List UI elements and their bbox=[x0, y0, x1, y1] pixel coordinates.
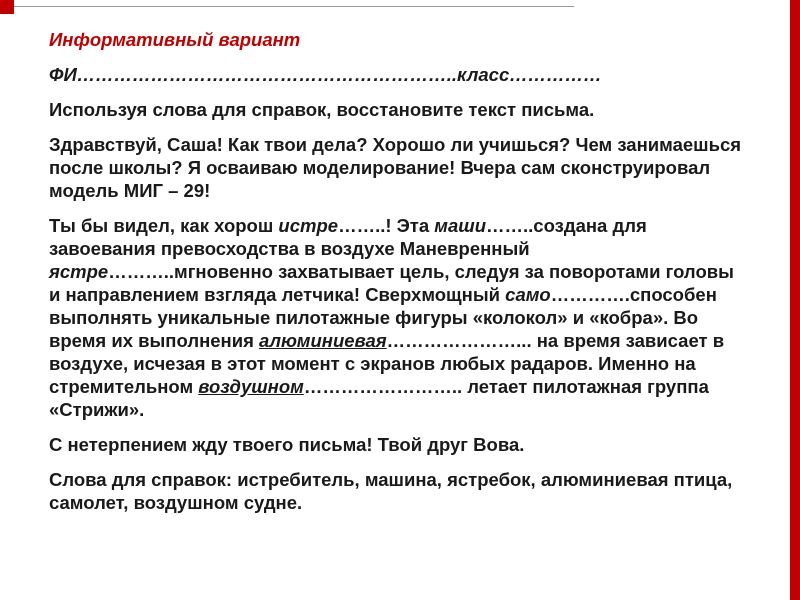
gap-word-1: истре bbox=[278, 215, 339, 236]
body-text: ……..создана для завоевания превосходства в воздухе Маневренный bbox=[49, 215, 647, 259]
gap-word-2: маши bbox=[434, 215, 487, 236]
top-rule bbox=[14, 6, 574, 7]
gap-word-4: само bbox=[505, 284, 551, 305]
body-text: …………………….. летает пилотажная группа «Стрижи». bbox=[49, 376, 709, 420]
body-text: Ты бы видел, как хорош bbox=[49, 215, 279, 236]
body-text: …………………... на время зависает в воздухе, исчезая в этот момент с экранов любых радаров. Именно на стремительном bbox=[49, 330, 725, 397]
name-class-line: ФИ……………………………………………………..класс…………… bbox=[49, 64, 602, 85]
corner-accent bbox=[0, 0, 14, 14]
body-text: ……..! Эта bbox=[338, 215, 435, 236]
reference-words: Слова для справок: истребитель, машина, ястребок, алюминиевая птица, самолет, воздушном судне. bbox=[49, 469, 733, 513]
letter-body bbox=[49, 214, 749, 421]
gap-word-3: ястре bbox=[49, 261, 109, 282]
gap-word-5: алюминиевая bbox=[259, 330, 387, 351]
body-text: ………….способен выполнять уникальные пилотажные фигуры «колокол» и «кобра». Во время их выполнения bbox=[49, 284, 717, 351]
right-accent-bar bbox=[790, 0, 800, 600]
gap-word-6: воздушном bbox=[198, 376, 304, 397]
slide-title: Информативный вариант bbox=[49, 29, 301, 50]
slide-content bbox=[49, 28, 749, 526]
body-text: ………..мгновенно захватывает цель, следуя за поворотами головы и направлением взгляда летчика! Сверхмощный bbox=[49, 261, 734, 305]
letter-greeting: Здравствуй, Саша! Как твои дела? Хорошо ли учишься? Чем занимаешься после школы? Я осваиваю моделирование! Вчера сам сконструировал модель МИГ – 29! bbox=[49, 134, 742, 201]
letter-closing: С нетерпением жду твоего письма! Твой друг Вова. bbox=[49, 434, 525, 455]
instruction-text: Используя слова для справок, восстановите текст письма. bbox=[49, 99, 595, 120]
